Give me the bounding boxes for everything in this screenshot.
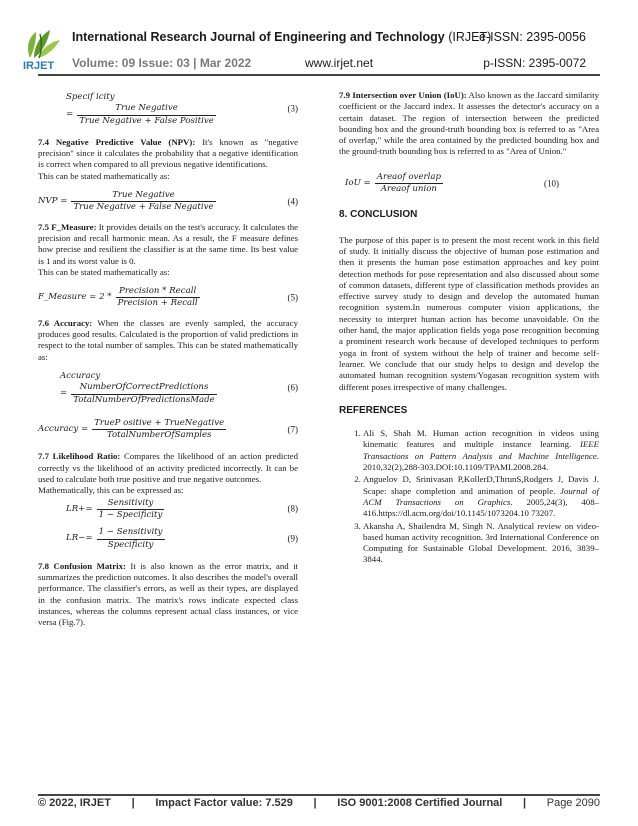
equation-3: Specif icity = $\frac{\text{True Negative}}{\text{True Negative + False Positive}}$ (3) xyxy=(66,92,298,126)
likelihood-math-intro: Mathematically, this can be expressed as: xyxy=(38,485,184,496)
impact-factor: Impact Factor value: 7.529 xyxy=(155,797,293,809)
equation-5: F_Measure = 2 * $\frac{\text{Precision * Recall}}{\text{Precision + Recall}}$ (5) xyxy=(38,286,298,309)
header-divider xyxy=(38,74,600,76)
website-link[interactable]: www.irjet.net xyxy=(305,56,374,70)
page-number: Page 2090 xyxy=(546,797,600,809)
accuracy-paragraph: 7.6 Accuracy: When the classes are evenly sampled, the accuracy produces good results. Calculated is the proportion of valid predictions in respect to the total number of samples. This can be stated mathematically as: xyxy=(38,317,298,362)
footer-separator: | xyxy=(313,797,317,809)
footer-divider xyxy=(38,794,600,796)
equation-6: Accuracy = $\frac{\text{NumberOfCorrectPredictions}}{\text{TotalNumberOfPredictionsMade}}$ (6) xyxy=(60,370,298,405)
f-measure-paragraph: 7.5 F_Measure: It provides details on the test's accuracy. It calculates the precision and recall harmonic mean. As a result, the F measure defines how precise and resilient the classifier is at the same time. Its best value is 1 and its worst value is 0. xyxy=(38,221,298,266)
likelihood-ratio-paragraph: 7.7 Likelihood Ratio: Compares the likelihood of an action predicted correctly vs the likelihood of an activity predicted incorrectly. It can be used to calculate both true positive and true negative outcomes. xyxy=(38,451,298,485)
equation-8: LR+= $\frac{\text{Sensitivity}}{\text{1 − Specificity}}$ (8) xyxy=(66,497,298,520)
p-issn: p-ISSN: 2395-0072 xyxy=(483,56,586,70)
copyright: © 2022, IRJET xyxy=(38,797,111,809)
references-list xyxy=(339,428,599,566)
equation-10: IoU = $\frac{\text{Areaof overlap}}{\text{Areaof union}}$ (10) xyxy=(345,171,559,195)
page-footer xyxy=(38,797,600,809)
volume-issue: Volume: 09 Issue: 03 | Mar 2022 xyxy=(72,56,252,70)
left-column xyxy=(38,90,298,629)
reference-item: 2. Anguelov D, Srinivasan P,KollerD,ThrunS,Rodgers J, Davis J. Scape: shape completion and animation of people. Journal of ACM Transactions on Graphics. 2005,24(3), 408–416.https://dl.acm.org/doi/10.1145/1073204.10 73207. xyxy=(363,474,599,519)
reference-item: 1. Ali S, Shah M. Human action recognition in videos using kinematic features and multiple instance learning. IEEE Transactions on Pattern Analysis and Machine Intelligence. 2010,32(2),288-303.DOI:10.1109/TPAMI.2008.284. xyxy=(363,428,599,473)
conclusion-paragraph: The purpose of this paper is to present the most recent work in this field of study. It initially discuss the objective of human pose estimation and then it presents the human pose estimation approaches and key point detection methods for pose representation and also discussed about some of common datasets, different type of classification methods provides an effective survey study to design and develop the automated human recognition system.In numerous computer vision applications, the necessity to interpret human action has become unavoidable. On the other hand, the major application fields yoga pose recognition becoming a prominent research work because of developed techniques to perform yoga in front of system without the help of trainer and become self-learner. We conclude that our study helps to design and develop the automated human recognition system/Yogasan recognition system with different poses irrespective of many challenges. xyxy=(339,234,599,392)
journal-title: International Research Journal of Engineering and Technology (IRJET) xyxy=(72,30,492,44)
page-header xyxy=(0,0,638,80)
references-heading: REFERENCES xyxy=(339,404,408,416)
f-measure-math-intro: This can be stated mathematically as: xyxy=(38,266,170,277)
reference-item: 3. Akansha A, Shailendra M, Singh N. Analytical review on video-based human activity recognition. 3rd International Conference on Computing for Sustainable Global Development. 2016, 3839–3844. xyxy=(363,521,599,566)
conclusion-heading: 8. CONCLUSION xyxy=(339,209,418,221)
equation-9: LR−= $\frac{\text{1 − Sensitivity}}{\text{Specificity}}$ (9) xyxy=(66,527,298,550)
e-issn: e-ISSN: 2395-0056 xyxy=(478,30,586,44)
right-column xyxy=(339,90,599,567)
npv-paragraph: 7.4 Negative Predictive Value (NPV): It's known as "negative precision" since it calculates the probability that a negative identification is correct when compared to all previous negative identifications. xyxy=(38,136,299,170)
footer-separator: | xyxy=(523,797,527,809)
irjet-logo-icon xyxy=(20,22,70,72)
equation-7: Accuracy = $\frac{\text{TrueP ositive + TrueNegative}}{\text{TotalNumberOfSamples}}$ (7) xyxy=(38,417,298,441)
iso-certification: ISO 9001:2008 Certified Journal xyxy=(337,797,503,809)
npv-math-intro: This can be stated mathematically as: xyxy=(38,170,170,181)
svg-text:IRJET: IRJET xyxy=(23,60,55,72)
iou-paragraph: 7.9 Intersection over Union (IoU): Also known as the Jaccard similarity coefficient or the Jaccard index. It assesses the detector's accuracy on a certain dataset. The region of intersection between the predicted bounding box and the ground-truth bounding box is referred to as "Area of overlap," while the area contained by the predicted bounding box and the ground-truth bounding box is referred to as "Area of Union." xyxy=(339,90,599,157)
confusion-matrix-paragraph: 7.8 Confusion Matrix: It is also known as the error matrix, and it summarizes the prediction outcomes. It also describes the model's overall performance. The classifier's errors, as well as their types, are displayed in the confusion matrix. The matrix's rows indicate expected class instances, whereas the columns represent actual class instances, or vice versa (Fig.7). xyxy=(38,560,298,628)
footer-separator: | xyxy=(131,797,135,809)
equation-4: NVP = $\frac{\text{True Negative}}{\text{True Negative + False Negative}}$ (4) xyxy=(38,190,298,213)
